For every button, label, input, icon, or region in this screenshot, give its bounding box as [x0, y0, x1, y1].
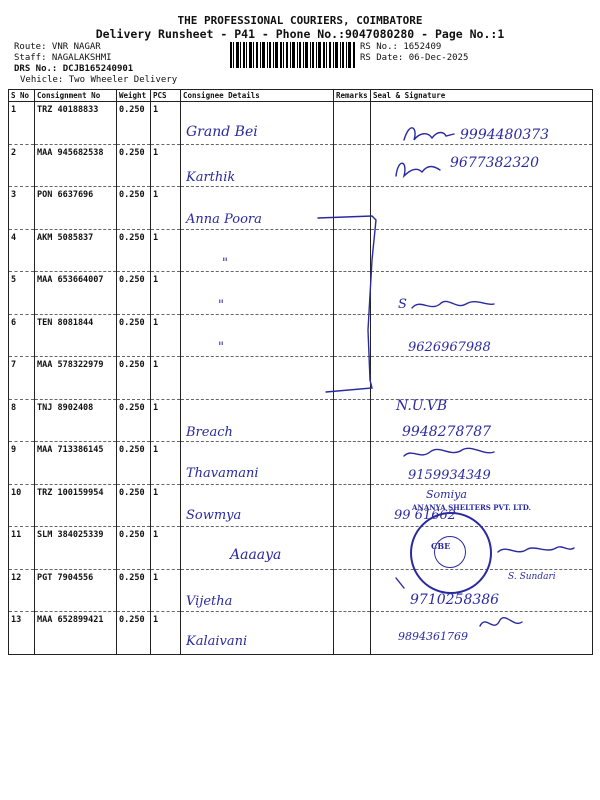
handwritten-consignee-8: Breach	[186, 425, 233, 440]
cell-consignment: MAA 578322979	[35, 357, 117, 400]
route-label: Route: VNR NAGAR	[14, 42, 101, 52]
cell-pcs: 1	[151, 399, 181, 442]
cell-remarks	[334, 612, 371, 655]
rs-date: RS Date: 06-Dec-2025	[360, 53, 469, 63]
cell-consignment: SLM 384025339	[35, 527, 117, 570]
cell-pcs: 1	[151, 144, 181, 187]
staff-label: Staff: NAGALAKSHMI	[14, 53, 112, 63]
company-title: THE PROFESSIONAL COURIERS, COIMBATORE	[177, 14, 423, 27]
table-row	[9, 229, 593, 272]
table-row	[9, 272, 593, 315]
cell-remarks	[334, 314, 371, 357]
cell-sno: 5	[9, 272, 35, 315]
cell-weight: 0.250	[117, 229, 151, 272]
cell-pcs: 1	[151, 442, 181, 485]
cell-sno: 7	[9, 357, 35, 400]
stamp-center-text: CBE	[431, 541, 451, 551]
cell-pcs: 1	[151, 569, 181, 612]
cell-sno: 3	[9, 187, 35, 230]
vehicle-label: Vehicle: Two Wheeler Delivery	[20, 75, 178, 85]
cell-remarks	[334, 144, 371, 187]
cell-weight: 0.250	[117, 569, 151, 612]
handwritten-consignee-13: Kalaivani	[186, 634, 248, 649]
col-pcs: PCS	[151, 90, 181, 102]
cell-consignment: MAA 652899421	[35, 612, 117, 655]
handwritten-phone-10: 9159934349	[408, 468, 491, 483]
ditto-mark-4: "	[222, 256, 228, 271]
cell-weight: 0.250	[117, 187, 151, 230]
cell-consignment: TEN 8081844	[35, 314, 117, 357]
col-seal: Seal & Signature	[371, 90, 593, 102]
col-weight: Weight	[117, 90, 151, 102]
handwritten-phone-6: 9626967988	[408, 340, 491, 355]
cell-sno: 6	[9, 314, 35, 357]
handwritten-phone-13a: 9710258386	[410, 592, 500, 608]
cell-sno: 10	[9, 484, 35, 527]
handwritten-consignee-10: Sowmya	[186, 508, 242, 523]
handwritten-signature-12: S. Sundari	[508, 572, 556, 582]
cell-weight: 0.250	[117, 484, 151, 527]
cell-pcs: 1	[151, 272, 181, 315]
cell-sno: 2	[9, 144, 35, 187]
ditto-mark-5: "	[218, 298, 224, 313]
cell-pcs: 1	[151, 187, 181, 230]
cell-consignment: TNJ 8902408	[35, 399, 117, 442]
barcode-image	[230, 42, 355, 68]
rs-number: RS No.: 1652409	[360, 42, 442, 52]
cell-sno: 13	[9, 612, 35, 655]
table-row	[9, 442, 593, 485]
cell-consignment: MAA 653664007	[35, 272, 117, 315]
handwritten-phone-11: 99 61662	[394, 508, 457, 523]
handwritten-signature-8: N.U.VB	[396, 398, 448, 414]
table-row	[9, 612, 593, 655]
table-row	[9, 357, 593, 400]
table-row	[9, 187, 593, 230]
handwritten-phone-9: 9948278787	[402, 424, 492, 440]
cell-remarks	[334, 442, 371, 485]
cell-consignee	[181, 314, 334, 357]
cell-remarks	[334, 399, 371, 442]
handwritten-consignee-1: Grand Bei	[186, 124, 258, 140]
cell-seal	[371, 187, 593, 230]
cell-remarks	[334, 229, 371, 272]
cell-pcs: 1	[151, 229, 181, 272]
handwritten-name-10: Somiya	[426, 488, 467, 501]
runsheet-table	[8, 89, 593, 655]
handwritten-phone-2: 9677382320	[450, 155, 540, 171]
cell-remarks	[334, 484, 371, 527]
cell-consignment: TRZ 100159954	[35, 484, 117, 527]
cell-sno: 12	[9, 569, 35, 612]
cell-consignment: MAA 713386145	[35, 442, 117, 485]
cell-weight: 0.250	[117, 612, 151, 655]
table-row	[9, 314, 593, 357]
cell-weight: 0.250	[117, 442, 151, 485]
cell-consignment: AKM 5085837	[35, 229, 117, 272]
drs-number: DRS No.: DCJB165240901	[14, 64, 134, 74]
handwritten-phone-1: 9994480373	[460, 127, 550, 143]
table-row	[9, 399, 593, 442]
cell-seal	[371, 357, 593, 400]
cell-remarks	[334, 569, 371, 612]
handwritten-signature-5: S	[398, 297, 407, 312]
cell-consignment: MAA 945682538	[35, 144, 117, 187]
col-remarks: Remarks	[334, 90, 371, 102]
cell-pcs: 1	[151, 612, 181, 655]
cell-consignee	[181, 272, 334, 315]
cell-sno: 9	[9, 442, 35, 485]
col-consignee: Consignee Details	[181, 90, 334, 102]
cell-weight: 0.250	[117, 144, 151, 187]
cell-remarks	[334, 527, 371, 570]
handwritten-consignee-2: Karthik	[186, 170, 236, 185]
handwritten-phone-13b: 9894361769	[398, 630, 468, 643]
company-stamp	[410, 512, 492, 594]
cell-weight: 0.250	[117, 527, 151, 570]
cell-weight: 0.250	[117, 272, 151, 315]
cell-sno: 4	[9, 229, 35, 272]
handwritten-consignee-11: Aaaaya	[230, 547, 282, 563]
handwritten-consignee-9: Thavamani	[186, 466, 259, 481]
cell-pcs: 1	[151, 102, 181, 145]
cell-weight: 0.250	[117, 102, 151, 145]
cell-weight: 0.250	[117, 357, 151, 400]
table-row	[9, 527, 593, 570]
cell-remarks	[334, 187, 371, 230]
cell-pcs: 1	[151, 527, 181, 570]
col-sno: S No	[9, 90, 35, 102]
cell-consignment: PON 6637696	[35, 187, 117, 230]
cell-sno: 1	[9, 102, 35, 145]
stamp-ring-text: ANANYA SHELTERS PVT. LTD.	[412, 503, 531, 512]
cell-remarks	[334, 357, 371, 400]
cell-weight: 0.250	[117, 314, 151, 357]
cell-consignee	[181, 357, 334, 400]
cell-pcs: 1	[151, 357, 181, 400]
handwritten-consignee-12: Vijetha	[186, 594, 233, 609]
cell-pcs: 1	[151, 484, 181, 527]
table-row	[9, 569, 593, 612]
cell-sno: 8	[9, 399, 35, 442]
runsheet-title: Delivery Runsheet - P41 - Phone No.:9047080280 - Page No.:1	[95, 27, 505, 41]
ditto-mark-6: "	[218, 340, 224, 355]
cell-consignment: PGT 7904556	[35, 569, 117, 612]
cell-pcs: 1	[151, 314, 181, 357]
cell-remarks	[334, 102, 371, 145]
cell-sno: 11	[9, 527, 35, 570]
cell-consignment: TRZ 40188833	[35, 102, 117, 145]
cell-remarks	[334, 272, 371, 315]
cell-consignee	[181, 229, 334, 272]
col-consignment: Consignment No	[35, 90, 117, 102]
cell-seal	[371, 229, 593, 272]
handwritten-consignee-3: Anna Poora	[186, 212, 262, 227]
cell-weight: 0.250	[117, 399, 151, 442]
table-header-row	[9, 90, 593, 102]
